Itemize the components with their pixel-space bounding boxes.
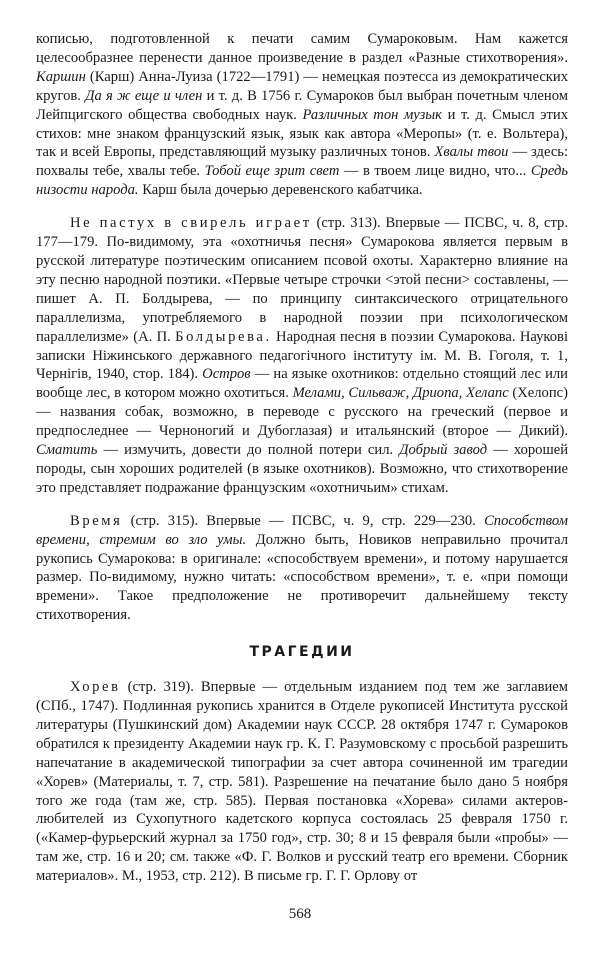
entry-title: Хорев <box>70 679 121 696</box>
text: Народная песня в поэзии Сумарокова. Наукові записки Ніжинського державного педагогічного інституту ім. М. В. Гоголя, т. 1, Чернігів, 1940, стор. 184). <box>36 328 569 383</box>
text: (Карш) Анна-Луиза (1722—1791) — немецкая поэтесса из демократических кругов. <box>36 68 568 104</box>
italic-quote: Средь низости народа. <box>36 163 568 199</box>
italic-quote: Хвалы твои <box>434 144 509 161</box>
page-body <box>36 30 568 886</box>
italic-quote: Да я ж еще и член <box>85 87 203 104</box>
section-heading: ТРАГЕДИИ <box>249 644 355 661</box>
italic-quote: Различных тон музык <box>302 106 442 123</box>
paragraph-khorev <box>36 678 568 886</box>
text: — здесь: похвалы тебе, хвалы тебе. <box>36 144 569 180</box>
text: — на языке охотников: отдельно стоящий лес или вообще лес, в котором можно охотиться. <box>36 366 568 402</box>
text: Карш была дочерью деревенского кабатчика. <box>142 182 423 199</box>
text: (стр. 319). Впервые — отдельным изданием под тем же заглавием (СПб., 1747). Подлинная рукопись хранится в Отделе рукописей Института русской литературы (Пушкинский дом) Академии наук СССР. 28 октября 1747 г. Сумароков обратился к президенту Академии наук гр. К. Г. Разумовскому с просьбой разрешить напечатание в академической типографии за счет автора сочиненной им трагедии «Хорев» (Материалы, т. 7, стр. 581). Разрешение на печатание было дано 5 ноября того же года (там же, стр. 585). Первая постановка «Хорева» силами актеров-любителей из Сухопутного кадетского корпуса состоялась 25 февраля 1750 г. («Камер-фурьерский журнал за 1750 год», стр. 30; 8 и 15 февраля были «пробы» — там же, стр. 16 и 20; см. также «Ф. Г. Волков и русский театр его времени. Сборник материалов». М., 1953, стр. 212). В письме гр. Г. Г. Орлову от <box>36 679 568 885</box>
paragraph-ne-pastukh <box>36 214 568 498</box>
paragraph-karsh-note <box>36 30 568 200</box>
text: кописью, подготовленной к печати самим Сумароковым. Нам кажется целесообразнее перенести данное произведение в раздел «Разные стихотворения». <box>36 31 568 66</box>
text: (Хелопс) — названия собак, возможно, в переводе с русского на греческий (первое и предпоследнее — Черноногий и Дубоглазая) и итальянский (второе — Дикий). <box>36 385 568 440</box>
italic-term: Добрый завод <box>399 442 488 459</box>
italic-quote: Тобой еще зрит свет <box>204 163 340 180</box>
text: — измучить, довести до полной потери сил. <box>103 442 394 459</box>
page-number: 568 <box>288 906 312 922</box>
entry-title: Не пастух в свирель играет <box>70 215 312 232</box>
entry-title: Время <box>70 512 123 529</box>
italic-term: Каршин <box>36 68 86 85</box>
author-name: Болдырева. <box>175 328 272 345</box>
text: и т. д. В 1756 г. Сумароков был выбран почетным членом Лейпцигского общества свободных наук. <box>36 87 568 123</box>
paragraph-vremya <box>36 512 568 625</box>
italic-quote: Способством времени, стремим во зло умы. <box>36 512 568 548</box>
text: и т. д. Смысл этих стихов: мне знаком французский язык, язык как автора «Меропы» (т. е. Вольтера), так и всей Европы, представляющий музыку различных тонов. <box>36 106 568 161</box>
text: Должно быть, Новиков неправильно прочитал рукопись Сумарокова: в оригинале: «способствуем времени», и потому нарушается размер. По-видимому, нужно читать: «способством времени», т. е. «при помощи времени». Такое предположение не противоречит дальнейшему тексту стихотворения. <box>36 531 568 624</box>
text: — в твоем лице видно, что... <box>343 163 527 180</box>
italic-term: Сматить <box>36 442 98 459</box>
italic-term: Мелами, Сильваж, Дриопа, Хелапс <box>292 385 509 402</box>
text: (стр. 313). Впервые — ПСВС, ч. 8, стр. 177—179. По-видимому, эта «охотничья песня» Сумарокова является первым в русской литературе поэтическим описанием псовой охоты. Характерно влияние на эту песню народной поэтики. «Первые четыре строчки <этой песни> составлены, — пишет А. П. Болдырева, — по принципу синтаксического отрицательного параллелизма, употребляемого в народной поэзии при психологическом параллелизме» (А. П. <box>36 215 568 345</box>
text: (стр. 315). Впервые — ПСВС, ч. 9, стр. 229—230. <box>130 512 476 529</box>
italic-term: Остров <box>202 366 251 383</box>
text: — хорошей породы, сын хороших родителей (в языке охотников). Возможно, что стихотворение это представляет подражание французским «охотничьим» стихам. <box>36 442 569 496</box>
